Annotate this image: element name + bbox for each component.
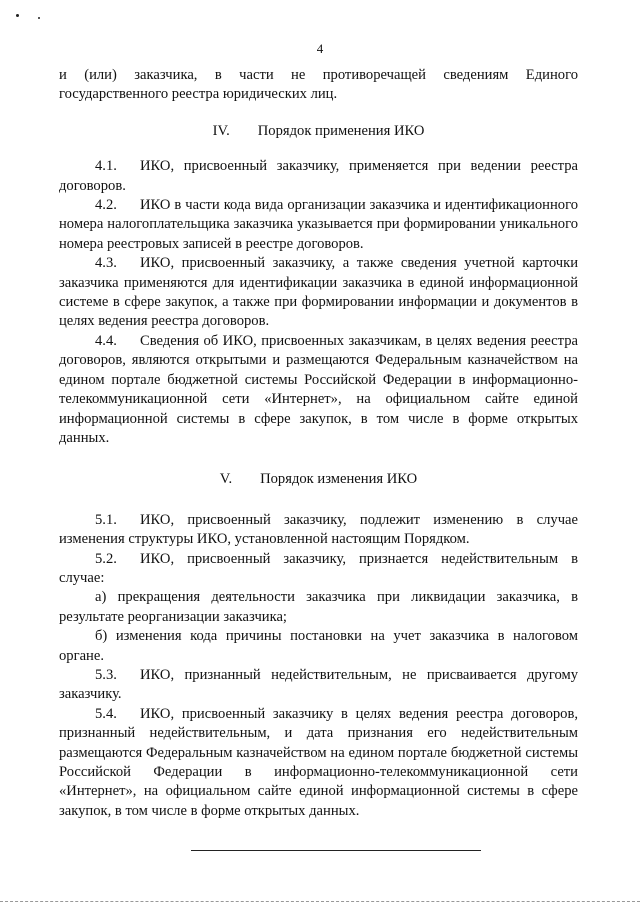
clause-text: ИКО, признанный недействительным, не присваивается другому заказчику. [59, 666, 578, 703]
clause-number: 5.3. [95, 666, 117, 683]
clause-number: 5.4. [95, 705, 117, 722]
intro-paragraph: и (или) заказчика, в части не противоречащей сведениям Единого государственного реестра юридических лиц. [59, 67, 578, 103]
clause-number: 5.2. [95, 550, 117, 567]
scan-speck [16, 14, 19, 17]
clause-number: 5.1. [95, 511, 117, 528]
clause-5-3 [59, 666, 578, 705]
clause-number: 4.3. [95, 255, 117, 272]
clause-number: 4.2. [95, 197, 117, 214]
clause-text: Сведения об ИКО, присвоенных заказчикам, в целях ведения реестра договоров, являются открытыми и размещаются Федеральным казначейством на едином портале бюджетной системы Российской Федерации в информационно-телекоммуникационной сети «Интернет», на официальном сайте единой информационной системы в сфере закупок, в том числе в форме открытых данных. [59, 332, 578, 446]
document-body [59, 66, 578, 821]
clause-4-4 [59, 332, 578, 448]
scan-speck [38, 17, 40, 19]
section-4-numeral: IV. [212, 122, 230, 139]
clause-text: ИКО, присвоенный заказчику, подлежит изменению в случае изменения структуры ИКО, установленной настоящим Порядком. [59, 511, 578, 548]
clause-text: ИКО, присвоенный заказчику в целях ведения реестра договоров, признанный недействительным, и дата признания его недействительным размещаются Федеральным казначейством на едином портале бюджетной системы Российской Федерации в информационно-телекоммуникационной сети «Интернет», на официальном сайте единой информационной системы в сфере закупок, в том числе в форме открытых данных. [59, 705, 578, 819]
clause-text: ИКО, присвоенный заказчику, а также сведения учетной карточки заказчика применяются для идентификации заказчика в единой информационной системе в сфере закупок, а также при формировании информации и документов в целях ведения реестра договоров. [59, 255, 578, 330]
section-4-heading [59, 122, 578, 141]
section-4-title: Порядок применения ИКО [257, 122, 425, 139]
section-5-numeral: V. [219, 471, 233, 488]
scan-bottom-edge [0, 901, 640, 902]
clause-text: ИКО в части кода вида организации заказчика и идентификационного номера налогоплательщика заказчика указывается при формировании уникального номера реестровых записей в реестре договоров. [59, 197, 578, 252]
page-number: 4 [316, 41, 324, 56]
clause-5-2 [59, 550, 578, 589]
clause-5-1 [59, 511, 578, 550]
clause-4-3 [59, 254, 578, 332]
clause-text: ИКО, присвоенный заказчику, признается недействительным в случае: [59, 550, 578, 586]
clause-4-2 [59, 196, 578, 254]
clause-number: 4.4. [95, 332, 117, 349]
clause-5-2-b: б) изменения кода причины постановки на учет заказчика в налоговом органе. [59, 628, 578, 664]
clause-text: ИКО, присвоенный заказчику, применяется при ведении реестра договоров. [59, 158, 578, 194]
clause-5-2-a: а) прекращения деятельности заказчика при ликвидации заказчика, в результате реорганизации заказчика; [59, 589, 578, 625]
clause-5-4 [59, 705, 578, 821]
section-5-heading [59, 470, 578, 489]
end-of-document-rule [191, 850, 481, 851]
section-5-title: Порядок изменения ИКО [260, 471, 418, 488]
clause-4-1 [59, 157, 578, 196]
clause-number: 4.1. [95, 158, 117, 175]
